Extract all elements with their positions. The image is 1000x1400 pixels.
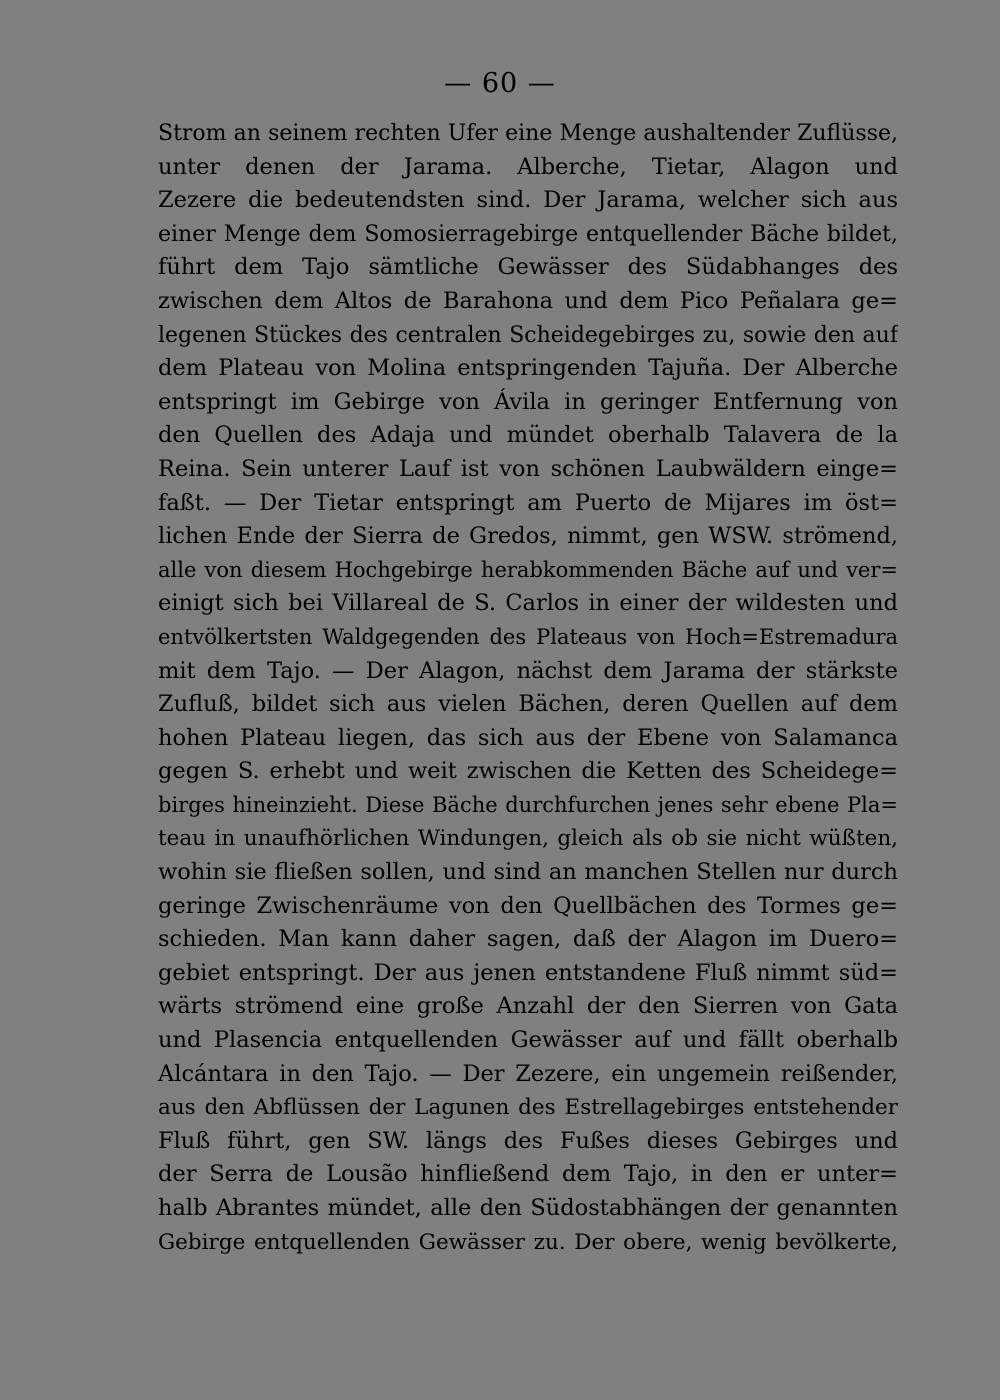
- text-line: mit dem Tajo. — Der Alagon, nächst dem Jarama der stärkste: [158, 657, 898, 684]
- text-line: entvölkertsten Waldgegenden des Plateaus von Hoch=Estremadura: [158, 624, 898, 649]
- text-line: Gebirge entquellenden Gewässer zu. Der obere, wenig bevölkerte,: [158, 1229, 898, 1255]
- text-line: aus den Abflüssen der Lagunen des Estrellagebirges entstehender: [158, 1095, 898, 1121]
- text-line: führt dem Tajo sämtliche Gewässer des Südabhanges des: [158, 254, 898, 281]
- text-line: geringe Zwischenräume von den Quellbächen des Tormes ge=: [158, 892, 898, 919]
- text-line: Strom an seinem rechten Ufer eine Menge aushaltender Zuflüsse,: [158, 121, 898, 146]
- page-number: — 60 —: [444, 68, 556, 99]
- text-line: Reina. Sein unterer Lauf ist von schönen Laubwäldern einge=: [158, 455, 898, 482]
- text-line: birges hineinzieht. Diese Bäche durchfurchen jenes sehr ebene Pla=: [158, 792, 898, 817]
- text-line: den Quellen des Adaja und mündet oberhalb Talavera de la: [158, 422, 898, 449]
- text-line: und Plasencia entquellenden Gewässer auf und fällt oberhalb: [158, 1027, 898, 1054]
- text-line: einigt sich bei Villareal de S. Carlos in einer der wildesten und: [158, 590, 898, 617]
- text-line: Alcántara in den Tajo. — Der Zezere, ein ungemein reißender,: [158, 1060, 898, 1087]
- text-line: Fluß führt, gen SW. längs des Fußes dieses Gebirges und: [158, 1127, 898, 1154]
- text-line: entspringt im Gebirge von Ávila in geringer Entfernung von: [158, 388, 898, 415]
- text-line: teau in unaufhörlichen Windungen, gleich als ob sie nicht wüßten,: [158, 826, 898, 852]
- text-line: alle von diesem Hochgebirge herabkommenden Bäche auf und ver=: [158, 557, 898, 582]
- text-line: wärts strömend eine große Anzahl der den Sierren von Gata: [158, 993, 898, 1020]
- text-line: wohin sie fließen sollen, und sind an manchen Stellen nur durch: [158, 859, 898, 886]
- text-line: der Serra de Lousão hinfließend dem Tajo, in den er unter=: [158, 1161, 898, 1188]
- text-line: legenen Stückes des centralen Scheidegebirges zu, sowie den auf: [158, 322, 898, 348]
- text-line: zwischen dem Altos de Barahona und dem Pico Peñalara ge=: [158, 287, 898, 314]
- text-line: lichen Ende der Sierra de Gredos, nimmt, gen WSW. strömend,: [158, 523, 898, 550]
- text-line: einer Menge dem Somosierragebirge entquellender Bäche bildet,: [158, 221, 898, 247]
- text-line: unter denen der Jarama. Alberche, Tietar, Alagon und: [158, 153, 898, 180]
- text-line: Zezere die bedeutendsten sind. Der Jarama, welcher sich aus: [158, 187, 898, 214]
- text-line: hohen Plateau liegen, das sich aus der Ebene von Salamanca: [158, 724, 898, 751]
- body-text: [158, 117, 898, 1259]
- text-line: halb Abrantes mündet, alle den Südostabhängen der genannten: [158, 1195, 898, 1221]
- text-line: gebiet entspringt. Der aus jenen entstandene Fluß nimmt süd=: [158, 959, 898, 986]
- text-line: gegen S. erhebt und weit zwischen die Ketten des Scheidege=: [158, 758, 898, 785]
- text-line: schieden. Man kann daher sagen, daß der Alagon im Duero=: [158, 926, 898, 953]
- text-line: Zufluß, bildet sich aus vielen Bächen, deren Quellen auf dem: [158, 691, 898, 718]
- text-line: faßt. — Der Tietar entspringt am Puerto de Mijares im öst=: [158, 489, 898, 516]
- text-line: dem Plateau von Molina entspringenden Tajuña. Der Alberche: [158, 355, 898, 382]
